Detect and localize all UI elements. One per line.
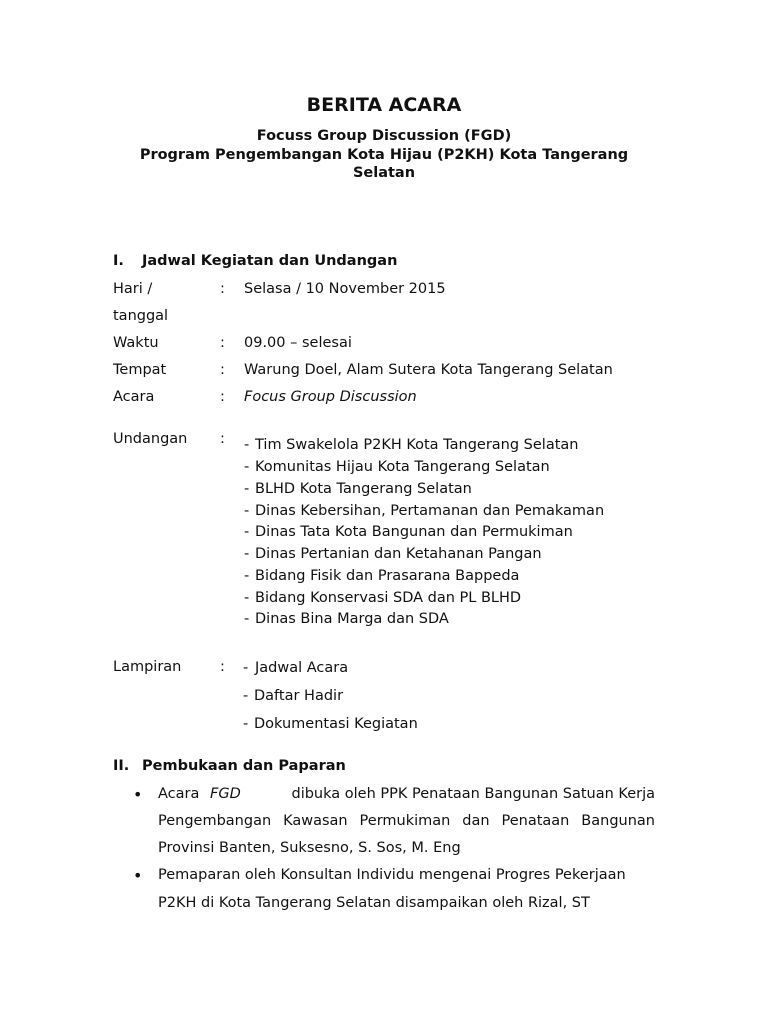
waktu-value: 09.00 – selesai — [244, 335, 352, 351]
tempat-label: Tempat — [113, 362, 167, 378]
colon: : — [220, 389, 225, 405]
hari-value: Selasa / 10 November 2015 — [244, 281, 446, 297]
list-dash: - — [243, 660, 249, 676]
list-dash: - — [244, 459, 250, 475]
bullet-2-line-1: Pemaparan oleh Konsultan Individu mengenai Progres Pekerjaan — [158, 867, 626, 883]
bullet-2-line-2: P2KH di Kota Tangerang Selatan disampaikan oleh Rizal, ST — [158, 895, 590, 911]
colon: : — [220, 335, 225, 351]
bullet-icon: • — [133, 785, 143, 804]
list-dash: - — [244, 524, 250, 540]
bullet-1-word-acara: Acara — [158, 786, 200, 802]
list-item: Dokumentasi Kegiatan — [254, 716, 418, 732]
list-dash: - — [244, 546, 250, 562]
list-item: Dinas Kebersihan, Pertamanan dan Pemakaman — [255, 503, 605, 519]
waktu-label: Waktu — [113, 335, 159, 351]
bullet-icon: • — [133, 866, 143, 885]
subtitle-line-2: Program Pengembangan Kota Hijau (P2KH) Kota Tangerang — [139, 147, 629, 163]
list-item: Komunitas Hijau Kota Tangerang Selatan — [255, 459, 550, 475]
colon: : — [220, 659, 225, 675]
list-dash: - — [244, 437, 250, 453]
bullet-1-line-2: Pengembangan Kawasan Permukiman dan Penataan Bangunan — [158, 813, 655, 829]
colon: : — [220, 431, 225, 447]
colon: : — [220, 281, 225, 297]
subtitle-line-3: Selatan — [352, 165, 416, 181]
list-dash: - — [244, 503, 250, 519]
list-item: Dinas Tata Kota Bangunan dan Permukiman — [255, 524, 573, 540]
bullet-1-line-1-rest: dibuka oleh PPK Penataan Bangunan Satuan Kerja — [291, 786, 655, 802]
list-item: Daftar Hadir — [254, 688, 344, 704]
list-dash: - — [244, 611, 250, 627]
section-1-number: I. — [113, 253, 124, 269]
lampiran-label: Lampiran — [113, 659, 182, 675]
list-dash: - — [244, 590, 250, 606]
acara-label: Acara — [113, 389, 155, 405]
document-title: BERITA ACARA — [306, 94, 462, 116]
list-dash: - — [243, 716, 249, 732]
subtitle-line-1: Focuss Group Discussion (FGD) — [256, 128, 512, 144]
tempat-value: Warung Doel, Alam Sutera Kota Tangerang Selatan — [244, 362, 613, 378]
list-item: BLHD Kota Tangerang Selatan — [255, 481, 472, 497]
section-2-number: II. — [113, 758, 130, 774]
list-item: Jadwal Acara — [255, 660, 349, 676]
section-1-heading: Jadwal Kegiatan dan Undangan — [142, 253, 398, 269]
acara-value: Focus Group Discussion — [244, 389, 417, 405]
undangan-label: Undangan — [113, 431, 188, 447]
list-item: Dinas Pertanian dan Ketahanan Pangan — [255, 546, 542, 562]
bullet-1-line-3: Provinsi Banten, Suksesno, S. Sos, M. Eng — [158, 840, 461, 856]
list-dash: - — [244, 481, 250, 497]
bullet-1-word-fgd: FGD — [210, 786, 241, 802]
list-item: Dinas Bina Marga dan SDA — [255, 611, 449, 627]
list-item: Bidang Konservasi SDA dan PL BLHD — [255, 590, 522, 606]
list-item: Tim Swakelola P2KH Kota Tangerang Selatan — [255, 437, 579, 453]
colon: : — [220, 362, 225, 378]
list-dash: - — [244, 568, 250, 584]
list-item: Bidang Fisik dan Prasarana Bappeda — [255, 568, 520, 584]
tanggal-label: tanggal — [113, 308, 169, 324]
hari-label: Hari / — [113, 281, 153, 297]
list-dash: - — [243, 688, 249, 704]
section-2-heading: Pembukaan dan Paparan — [142, 758, 346, 774]
